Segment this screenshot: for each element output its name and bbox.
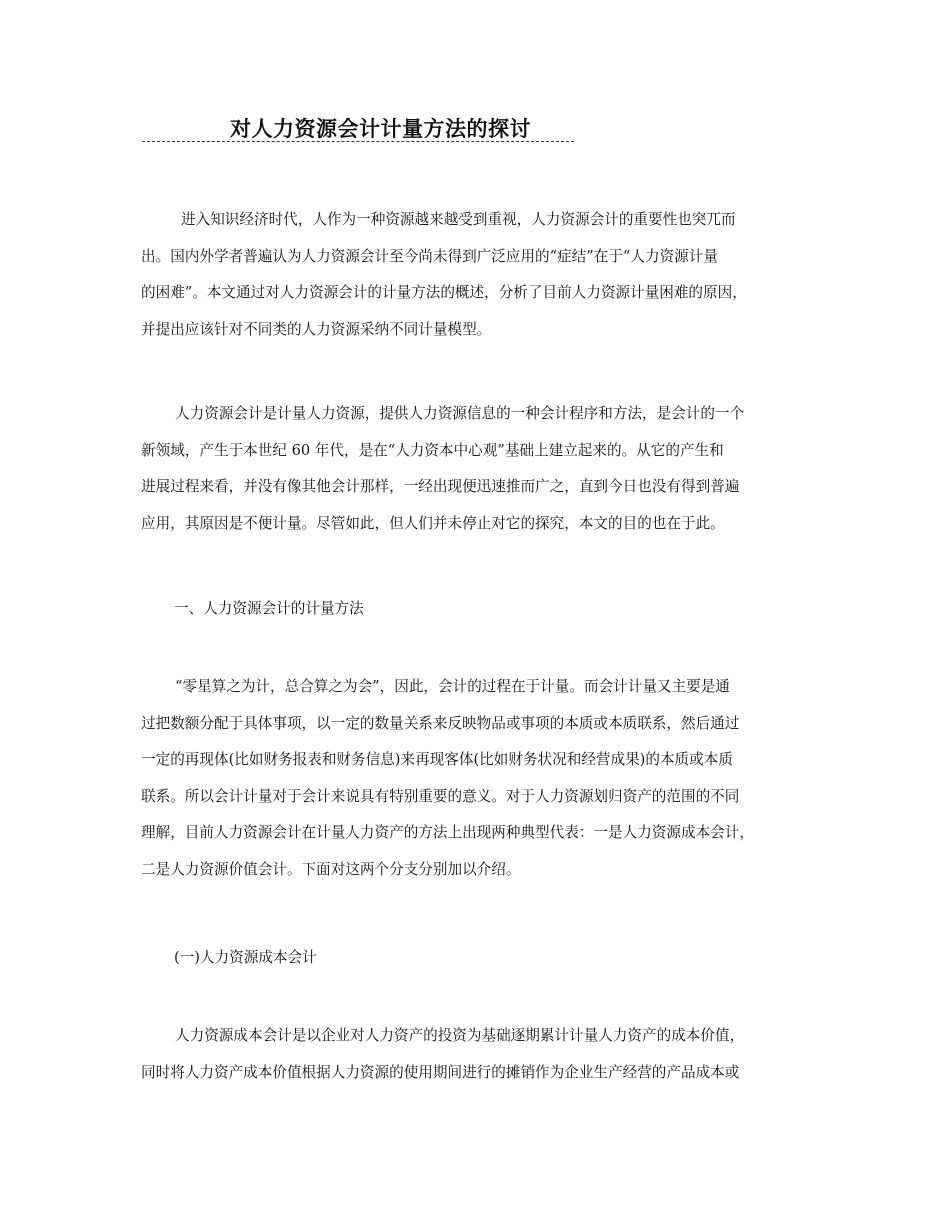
paragraph-line: 同时将人力资产成本价值根据人力资源的使用期间进行的摊销作为企业生产经营的产品成本或 (141, 1063, 740, 1081)
paragraph-line: 理解，目前人力资源会计在计量人力资产的方法上出现两种典型代表：一是人力资源成本会计， (141, 824, 754, 841)
section-heading: 一、人力资源会计的计量方法 (174, 600, 364, 617)
paragraph-line: 进入知识经济时代，人作为一种资源越来越受到重视，人力资源会计的重要性也突兀而 (181, 211, 736, 228)
paragraph-line: 应用，其原因是不便计量。尽管如此，但人们并未停止对它的探究，本文的目的也在于此。 (141, 514, 725, 532)
intro-paragraph (141, 396, 831, 542)
paragraph-line: 出。国内外学者普遍认为人力资源会计至今尚未得到广泛应用的“症结”在于“人力资源计量 (141, 247, 718, 265)
paragraph-line: 联系。所以会计计量对于会计来说具有特别重要的意义。对于人力资源划归资产的范围的不同 (141, 787, 740, 805)
subsection-heading: (一)人力资源成本会计 (174, 949, 317, 966)
paragraph-line: 新领域，产生于本世纪 60 年代，是在“人力资本中心观”基础上建立起来的。从它的产生和 (141, 441, 724, 459)
title-divider (142, 141, 574, 142)
paragraph-line: 二是人力资源价值会计。下面对这两个分支分别加以介绍。 (141, 860, 521, 878)
paragraph-line: 人力资源成本会计是以企业对人力资产的投资为基础逐期累计计量人力资产的成本价值， (175, 1027, 745, 1044)
paragraph-line: 一定的再现体(比如财务报表和财务信息)来再现客体(比如财务状况和经营成果)的本质或本质 (141, 751, 733, 768)
paragraph-line: 进展过程来看，并没有像其他会计那样，一经出现便迅速推而广之，直到今日也没有得到普遍 (141, 478, 740, 495)
abstract-paragraph (141, 202, 831, 348)
section-paragraph (141, 669, 831, 888)
paragraph-line: 并提出应该针对不同类的人力资源采纳不同计量模型。 (141, 320, 492, 338)
paragraph-line: 过把数额分配于具体事项，以一定的数量关系来反映物品或事项的本质或本质联系，然后通过 (141, 714, 740, 732)
document-title: 对人力资源会计计量方法的探讨 (230, 117, 531, 141)
subsection-paragraph (141, 1018, 831, 1091)
paragraph-line: 的困难”。本文通过对人力资源会计的计量方法的概述，分析了目前人力资源计量困难的原因， (141, 284, 747, 301)
paragraph-line: “零星算之为计，总合算之为会”，因此，会计的过程在于计量。而会计计量又主要是通 (175, 678, 730, 695)
paragraph-line: 人力资源会计是计量人力资源，提供人力资源信息的一种会计程序和方法，是会计的一个 (175, 405, 745, 422)
